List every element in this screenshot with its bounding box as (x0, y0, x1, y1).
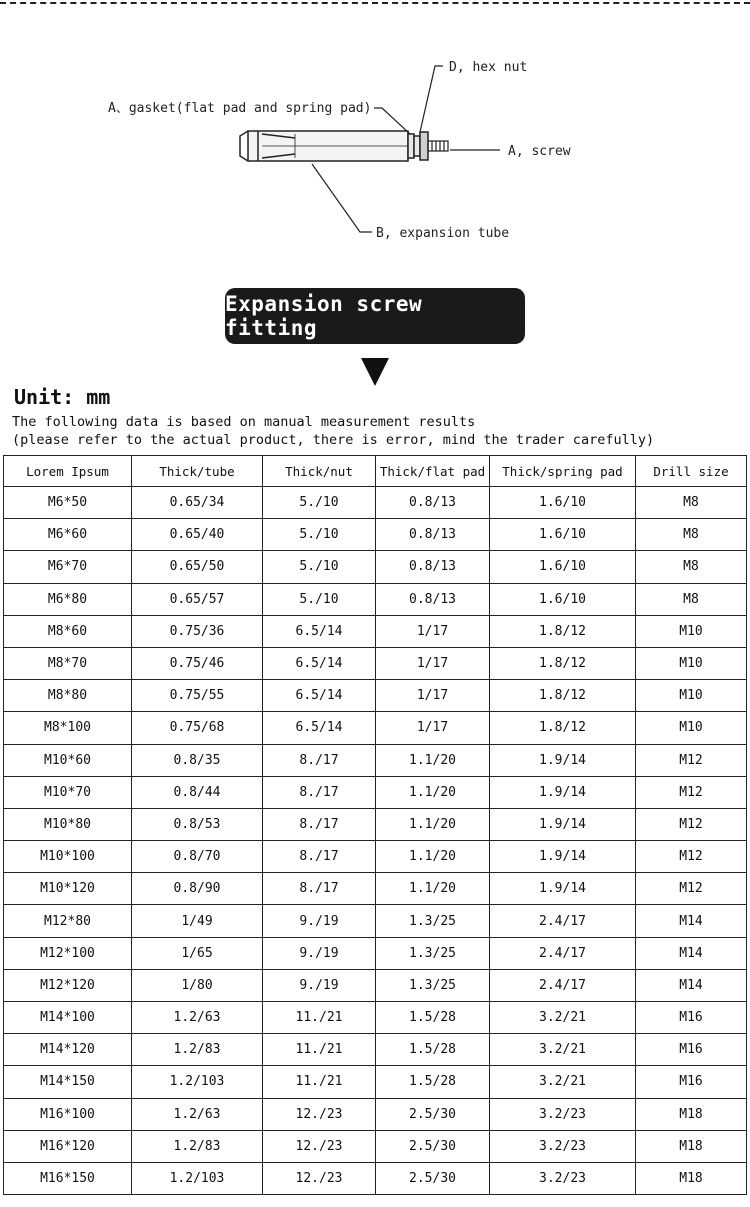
table-cell: 1.2/103 (132, 1162, 263, 1194)
table-cell: 1.2/63 (132, 1098, 263, 1130)
table-cell: M14 (636, 937, 747, 969)
table-cell: 1/17 (376, 680, 490, 712)
table-cell: 1.3/25 (376, 905, 490, 937)
table-cell: 11./21 (263, 1002, 376, 1034)
table-cell: 1/49 (132, 905, 263, 937)
table-header-row (4, 456, 747, 487)
screw-drawing (428, 141, 448, 151)
table-cell: M8*100 (4, 712, 132, 744)
table-cell: 1.8/12 (490, 615, 636, 647)
table-cell: M12 (636, 776, 747, 808)
table-cell: M6*50 (4, 487, 132, 519)
table-cell: M10*70 (4, 776, 132, 808)
table-cell: M12 (636, 808, 747, 840)
table-cell: 8./17 (263, 873, 376, 905)
table-row (4, 1066, 747, 1098)
table-cell: 1.6/10 (490, 519, 636, 551)
table-row (4, 1162, 747, 1194)
table-cell: 1.8/12 (490, 680, 636, 712)
table-cell: 1.1/20 (376, 873, 490, 905)
table-cell: 1.1/20 (376, 841, 490, 873)
table-cell: 0.8/44 (132, 776, 263, 808)
table-cell: 12./23 (263, 1098, 376, 1130)
table-cell: 6.5/14 (263, 680, 376, 712)
table-cell: M12 (636, 841, 747, 873)
table-cell: 6.5/14 (263, 615, 376, 647)
table-cell: 1.9/14 (490, 808, 636, 840)
table-row (4, 712, 747, 744)
table-cell: 8./17 (263, 776, 376, 808)
table-cell: M8*80 (4, 680, 132, 712)
table-cell: M8 (636, 519, 747, 551)
table-cell: M10 (636, 615, 747, 647)
table-cell: 1.5/28 (376, 1034, 490, 1066)
table-cell: 1.9/14 (490, 744, 636, 776)
table-cell: M8 (636, 487, 747, 519)
spec-table (3, 455, 747, 1195)
label-gasket: A、gasket(flat pad and spring pad) (108, 101, 372, 116)
table-cell: 0.8/13 (376, 551, 490, 583)
table-cell: 2.4/17 (490, 905, 636, 937)
table-cell: 0.75/68 (132, 712, 263, 744)
table-row (4, 1098, 747, 1130)
table-cell: M6*70 (4, 551, 132, 583)
table-row (4, 1034, 747, 1066)
section-title: Expansion screw fitting (225, 288, 525, 344)
table-cell: M12 (636, 873, 747, 905)
top-dashed-divider (0, 2, 750, 4)
table-cell: 0.8/13 (376, 487, 490, 519)
table-cell: M14*120 (4, 1034, 132, 1066)
table-cell: 3.2/23 (490, 1098, 636, 1130)
table-cell: 0.75/46 (132, 647, 263, 679)
table-cell: 3.2/21 (490, 1002, 636, 1034)
table-row (4, 808, 747, 840)
header-cell: Drill size (636, 456, 747, 487)
table-cell: 8./17 (263, 808, 376, 840)
table-row (4, 551, 747, 583)
table-cell: 12./23 (263, 1130, 376, 1162)
table-cell: 0.75/36 (132, 615, 263, 647)
table-cell: 1.6/10 (490, 583, 636, 615)
table-cell: M14 (636, 905, 747, 937)
table-cell: M18 (636, 1098, 747, 1130)
table-cell: 3.2/23 (490, 1162, 636, 1194)
table-cell: M12*120 (4, 969, 132, 1001)
table-cell: M16*150 (4, 1162, 132, 1194)
note-line-1: The following data is based on manual measurement results (12, 414, 476, 430)
table-cell: 1.8/12 (490, 712, 636, 744)
table-row (4, 776, 747, 808)
table-cell: 0.8/53 (132, 808, 263, 840)
table-cell: 9./19 (263, 969, 376, 1001)
table-row (4, 873, 747, 905)
note-line-2: (please refer to the actual product, there is error, mind the trader carefully) (12, 432, 655, 448)
table-cell: M16 (636, 1066, 747, 1098)
table-cell: 0.75/55 (132, 680, 263, 712)
table-cell: 1.2/83 (132, 1034, 263, 1066)
table-cell: 1.3/25 (376, 937, 490, 969)
table-cell: 5./10 (263, 583, 376, 615)
table-cell: M16*100 (4, 1098, 132, 1130)
table-cell: M6*60 (4, 519, 132, 551)
table-cell: 0.8/13 (376, 583, 490, 615)
table-cell: 1.6/10 (490, 551, 636, 583)
table-cell: 1.2/103 (132, 1066, 263, 1098)
table-cell: 2.5/30 (376, 1130, 490, 1162)
label-hex-nut: D, hex nut (449, 60, 528, 75)
table-cell: M8*70 (4, 647, 132, 679)
table-cell: 1.1/20 (376, 808, 490, 840)
table-cell: 9./19 (263, 937, 376, 969)
table-cell: 1/17 (376, 647, 490, 679)
table-cell: M8*60 (4, 615, 132, 647)
table-cell: 1.6/10 (490, 487, 636, 519)
table-cell: 1/65 (132, 937, 263, 969)
table-row (4, 1130, 747, 1162)
table-cell: 1.9/14 (490, 841, 636, 873)
table-cell: 1/17 (376, 615, 490, 647)
table-cell: 0.65/40 (132, 519, 263, 551)
unit-label: Unit: mm (14, 385, 111, 409)
table-row (4, 519, 747, 551)
table-cell: 0.8/13 (376, 519, 490, 551)
table-row (4, 680, 747, 712)
table-body (4, 487, 747, 1195)
label-screw: A, screw (508, 144, 571, 159)
expansion-screw-diagram (0, 20, 750, 280)
table-cell: 0.65/57 (132, 583, 263, 615)
table-cell: 2.4/17 (490, 969, 636, 1001)
table-cell: 0.8/90 (132, 873, 263, 905)
table-cell: M14*100 (4, 1002, 132, 1034)
table-cell: 3.2/23 (490, 1130, 636, 1162)
header-cell: Thick/tube (132, 456, 263, 487)
table-cell: 1.1/20 (376, 776, 490, 808)
table-cell: 1.1/20 (376, 744, 490, 776)
label-expansion-tube: B, expansion tube (376, 226, 510, 241)
table-cell: 8./17 (263, 841, 376, 873)
header-cell: Thick/flat pad (376, 456, 490, 487)
table-cell: 1.2/83 (132, 1130, 263, 1162)
table-row (4, 905, 747, 937)
table-cell: M10*80 (4, 808, 132, 840)
table-cell: 1.8/12 (490, 647, 636, 679)
table-cell: M10 (636, 680, 747, 712)
gasket-nut-drawing (408, 132, 428, 160)
table-cell: 9./19 (263, 905, 376, 937)
table-cell: M14*150 (4, 1066, 132, 1098)
table-cell: 1/17 (376, 712, 490, 744)
table-row (4, 583, 747, 615)
table-cell: 1.3/25 (376, 969, 490, 1001)
table-cell: 8./17 (263, 744, 376, 776)
table-cell: 2.5/30 (376, 1098, 490, 1130)
table-row (4, 744, 747, 776)
table-cell: 1.9/14 (490, 873, 636, 905)
table-cell: 3.2/21 (490, 1066, 636, 1098)
table-cell: 1.2/63 (132, 1002, 263, 1034)
table-cell: 0.65/34 (132, 487, 263, 519)
down-arrow-icon (361, 358, 389, 386)
table-cell: M14 (636, 969, 747, 1001)
table-cell: M10*100 (4, 841, 132, 873)
table-cell: 12./23 (263, 1162, 376, 1194)
table-cell: 0.8/35 (132, 744, 263, 776)
table-cell: M8 (636, 551, 747, 583)
table-cell: 1/80 (132, 969, 263, 1001)
table-cell: M10*120 (4, 873, 132, 905)
table-cell: 1.9/14 (490, 776, 636, 808)
table-row (4, 615, 747, 647)
table-row (4, 647, 747, 679)
table-cell: 0.65/50 (132, 551, 263, 583)
table-cell: M18 (636, 1130, 747, 1162)
table-cell: M12*100 (4, 937, 132, 969)
table-cell: M10 (636, 647, 747, 679)
table-row (4, 487, 747, 519)
table-cell: 2.4/17 (490, 937, 636, 969)
table-cell: 5./10 (263, 519, 376, 551)
table-cell: 3.2/21 (490, 1034, 636, 1066)
header-cell: Lorem Ipsum (4, 456, 132, 487)
table-cell: M16 (636, 1034, 747, 1066)
table-cell: 2.5/30 (376, 1162, 490, 1194)
table-cell: 11./21 (263, 1034, 376, 1066)
table-cell: M12 (636, 744, 747, 776)
table-cell: 5./10 (263, 487, 376, 519)
table-cell: 0.8/70 (132, 841, 263, 873)
table-row (4, 969, 747, 1001)
table-cell: M16 (636, 1002, 747, 1034)
header-cell: Thick/spring pad (490, 456, 636, 487)
table-cell: M10 (636, 712, 747, 744)
table-cell: 1.5/28 (376, 1066, 490, 1098)
table-cell: M18 (636, 1162, 747, 1194)
table-cell: 5./10 (263, 551, 376, 583)
table-cell: M12*80 (4, 905, 132, 937)
table-cell: M10*60 (4, 744, 132, 776)
table-cell: 11./21 (263, 1066, 376, 1098)
table-cell: M6*80 (4, 583, 132, 615)
table-row (4, 841, 747, 873)
table-cell: 6.5/14 (263, 647, 376, 679)
expansion-tube-drawing (240, 131, 408, 161)
diagram-svg (0, 20, 750, 280)
table-cell: M16*120 (4, 1130, 132, 1162)
table-row (4, 937, 747, 969)
table-cell: M8 (636, 583, 747, 615)
header-cell: Thick/nut (263, 456, 376, 487)
table-cell: 1.5/28 (376, 1002, 490, 1034)
table-cell: 6.5/14 (263, 712, 376, 744)
table-row (4, 1002, 747, 1034)
